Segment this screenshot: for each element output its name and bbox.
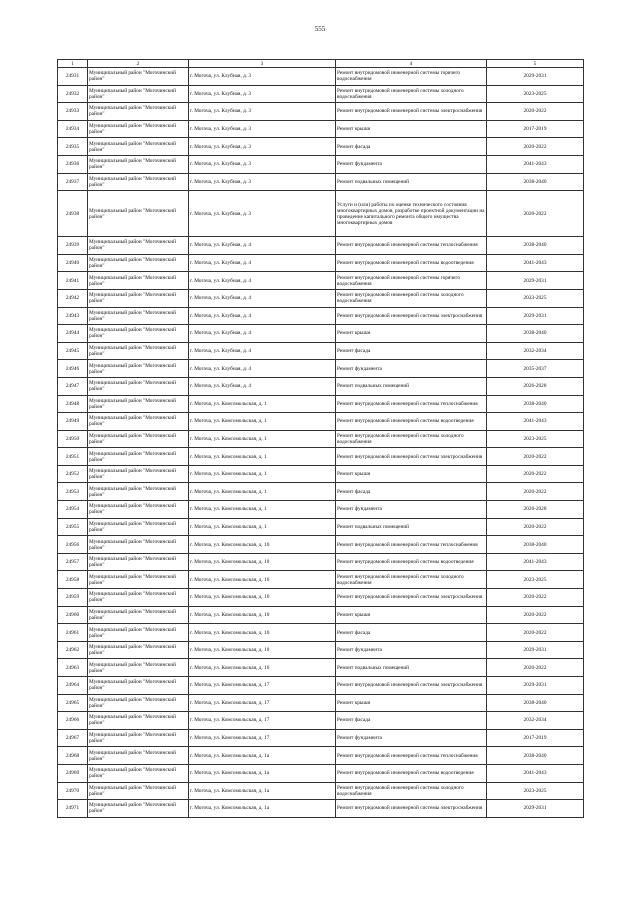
municipality-cell: Муниципальный район "Могочинский район"	[88, 237, 189, 255]
period-cell: 2029-2031	[487, 677, 584, 695]
row-number-cell: 24938	[58, 191, 88, 237]
address-cell: г. Могоча, ул. Комсомольская, д. 17	[189, 729, 336, 747]
municipality-cell: Муниципальный район "Могочинский район"	[88, 272, 189, 290]
repair-schedule-table	[57, 59, 584, 818]
header-cell: 4	[336, 60, 487, 68]
work-type-cell: Ремонт крыши	[336, 606, 487, 624]
period-cell: 2023-2025	[487, 430, 584, 448]
table-row	[58, 624, 584, 642]
period-cell: 2026-2028	[487, 377, 584, 395]
period-cell: 2029-2031	[487, 641, 584, 659]
row-number-cell: 24961	[58, 624, 88, 642]
table-row	[58, 395, 584, 413]
municipality-cell: Муниципальный район "Могочинский район"	[88, 377, 189, 395]
period-cell: 2020-2022	[487, 483, 584, 501]
table-row	[58, 677, 584, 695]
row-number-cell: 24948	[58, 395, 88, 413]
municipality-cell: Муниципальный район "Могочинский район"	[88, 325, 189, 343]
period-cell: 2038-2040	[487, 325, 584, 343]
work-type-cell: Ремонт фундамента	[336, 641, 487, 659]
table-row	[58, 272, 584, 290]
work-type-cell: Ремонт крыши	[336, 694, 487, 712]
row-number-cell: 24956	[58, 536, 88, 554]
work-type-cell: Ремонт внутридомовой инженерной системы холодного водоснабжения	[336, 85, 487, 103]
period-cell: 2029-2031	[487, 800, 584, 818]
work-type-cell: Ремонт внутридомовой инженерной системы электроснабжения	[336, 800, 487, 818]
table-row	[58, 360, 584, 378]
municipality-cell: Муниципальный район "Могочинский район"	[88, 307, 189, 325]
row-number-cell: 24947	[58, 377, 88, 395]
page-number: 555	[314, 25, 326, 33]
municipality-cell: Муниципальный район "Могочинский район"	[88, 571, 189, 589]
address-cell: г. Могоча, ул. Комсомольская, д. 1	[189, 501, 336, 519]
municipality-cell: Муниципальный район "Могочинский район"	[88, 747, 189, 765]
table-row	[58, 342, 584, 360]
table-row	[58, 85, 584, 103]
period-cell: 2038-2040	[487, 237, 584, 255]
work-type-cell: Ремонт фундамента	[336, 729, 487, 747]
row-number-cell: 24945	[58, 342, 88, 360]
table-row	[58, 518, 584, 536]
work-type-cell: Ремонт внутридомовой инженерной системы электроснабжения	[336, 589, 487, 607]
row-number-cell: 24965	[58, 694, 88, 712]
municipality-cell: Муниципальный район "Могочинский район"	[88, 155, 189, 173]
table-row	[58, 659, 584, 677]
work-type-cell: Ремонт внутридомовой инженерной системы электроснабжения	[336, 448, 487, 466]
period-cell: 2020-2022	[487, 138, 584, 156]
municipality-cell: Муниципальный район "Могочинский район"	[88, 536, 189, 554]
municipality-cell: Муниципальный район "Могочинский район"	[88, 173, 189, 191]
work-type-cell: Ремонт внутридомовой инженерной системы электроснабжения	[336, 103, 487, 121]
table-row	[58, 694, 584, 712]
address-cell: г. Могоча, ул. Комсомольская, д. 10	[189, 641, 336, 659]
work-type-cell: Ремонт внутридомовой инженерной системы холодного водоснабжения	[336, 571, 487, 589]
row-number-cell: 24944	[58, 325, 88, 343]
table-row	[58, 307, 584, 325]
work-type-cell: Ремонт внутридомовой инженерной системы холодного водоснабжения	[336, 782, 487, 800]
header-cell: 1	[58, 60, 88, 68]
municipality-cell: Муниципальный район "Могочинский район"	[88, 553, 189, 571]
table-row	[58, 237, 584, 255]
row-number-cell: 24966	[58, 712, 88, 730]
table-row	[58, 377, 584, 395]
municipality-cell: Муниципальный район "Могочинский район"	[88, 120, 189, 138]
work-type-cell: Ремонт внутридомовой инженерной системы горячего водоснабжения	[336, 68, 487, 86]
municipality-cell: Муниципальный район "Могочинский район"	[88, 800, 189, 818]
municipality-cell: Муниципальный район "Могочинский район"	[88, 191, 189, 237]
work-type-cell: Ремонт внутридомовой инженерной системы электроснабжения	[336, 677, 487, 695]
table-row	[58, 68, 584, 86]
period-cell: 2020-2022	[487, 465, 584, 483]
row-number-cell: 24968	[58, 747, 88, 765]
address-cell: г. Могоча, ул. Комсомольская, д. 17	[189, 677, 336, 695]
municipality-cell: Муниципальный район "Могочинский район"	[88, 501, 189, 519]
period-cell: 2020-2022	[487, 589, 584, 607]
address-cell: г. Могоча, ул. Клубная, д. 4	[189, 289, 336, 307]
row-number-cell: 24954	[58, 501, 88, 519]
municipality-cell: Муниципальный район "Могочинский район"	[88, 589, 189, 607]
work-type-cell: Ремонт фасада	[336, 483, 487, 501]
work-type-cell: Ремонт фасада	[336, 138, 487, 156]
table-row	[58, 448, 584, 466]
address-cell: г. Могоча, ул. Комсомольская, д. 1а	[189, 764, 336, 782]
period-cell: 2023-2025	[487, 571, 584, 589]
period-cell: 2035-2037	[487, 360, 584, 378]
work-type-cell: Ремонт внутридомовой инженерной системы теплоснабжения	[336, 237, 487, 255]
address-cell: г. Могоча, ул. Комсомольская, д. 1	[189, 518, 336, 536]
municipality-cell: Муниципальный район "Могочинский район"	[88, 712, 189, 730]
address-cell: г. Могоча, ул. Клубная, д. 4	[189, 325, 336, 343]
period-cell: 2017-2019	[487, 120, 584, 138]
address-cell: г. Могоча, ул. Клубная, д. 3	[189, 191, 336, 237]
row-number-cell: 24967	[58, 729, 88, 747]
period-cell: 2038-2040	[487, 747, 584, 765]
period-cell: 2029-2031	[487, 272, 584, 290]
table-row	[58, 641, 584, 659]
row-number-cell: 24955	[58, 518, 88, 536]
row-number-cell: 24963	[58, 659, 88, 677]
header-row	[58, 60, 584, 68]
row-number-cell: 24964	[58, 677, 88, 695]
period-cell: 2023-2025	[487, 85, 584, 103]
row-number-cell: 24970	[58, 782, 88, 800]
period-cell: 2041-2043	[487, 764, 584, 782]
table-row	[58, 729, 584, 747]
period-cell: 2029-2031	[487, 307, 584, 325]
table-row	[58, 712, 584, 730]
address-cell: г. Могоча, ул. Комсомольская, д. 17	[189, 712, 336, 730]
period-cell: 2032-2034	[487, 712, 584, 730]
table-row	[58, 103, 584, 121]
work-type-cell: Ремонт подвальных помещений	[336, 377, 487, 395]
period-cell: 2020-2022	[487, 191, 584, 237]
work-type-cell: Ремонт подвальных помещений	[336, 659, 487, 677]
row-number-cell: 24936	[58, 155, 88, 173]
address-cell: г. Могоча, ул. Комсомольская, д. 10	[189, 606, 336, 624]
address-cell: г. Могоча, ул. Клубная, д. 3	[189, 103, 336, 121]
municipality-cell: Муниципальный район "Могочинский район"	[88, 289, 189, 307]
work-type-cell: Ремонт внутридомовой инженерной системы теплоснабжения	[336, 536, 487, 554]
municipality-cell: Муниципальный район "Могочинский район"	[88, 103, 189, 121]
municipality-cell: Муниципальный район "Могочинский район"	[88, 729, 189, 747]
address-cell: г. Могоча, ул. Клубная, д. 4	[189, 360, 336, 378]
period-cell: 2020-2022	[487, 518, 584, 536]
work-type-cell: Ремонт внутридомовой инженерной системы водоотведения	[336, 413, 487, 431]
work-type-cell: Ремонт фасада	[336, 624, 487, 642]
period-cell: 2023-2025	[487, 289, 584, 307]
table-row	[58, 782, 584, 800]
address-cell: г. Могоча, ул. Комсомольская, д. 1	[189, 430, 336, 448]
row-number-cell: 24951	[58, 448, 88, 466]
work-type-cell: Ремонт крыши	[336, 465, 487, 483]
address-cell: г. Могоча, ул. Клубная, д. 3	[189, 138, 336, 156]
address-cell: г. Могоча, ул. Комсомольская, д. 1	[189, 483, 336, 501]
period-cell: 2038-2040	[487, 173, 584, 191]
work-type-cell: Ремонт фундамента	[336, 155, 487, 173]
address-cell: г. Могоча, ул. Комсомольская, д. 10	[189, 571, 336, 589]
address-cell: г. Могоча, ул. Комсомольская, д. 1	[189, 413, 336, 431]
table-row	[58, 553, 584, 571]
table-row	[58, 430, 584, 448]
period-cell: 2026-2028	[487, 501, 584, 519]
period-cell: 2041-2043	[487, 155, 584, 173]
municipality-cell: Муниципальный район "Могочинский район"	[88, 68, 189, 86]
row-number-cell: 24959	[58, 589, 88, 607]
table-row	[58, 465, 584, 483]
period-cell: 2041-2043	[487, 413, 584, 431]
row-number-cell: 24958	[58, 571, 88, 589]
row-number-cell: 24932	[58, 85, 88, 103]
table-row	[58, 606, 584, 624]
row-number-cell: 24962	[58, 641, 88, 659]
municipality-cell: Муниципальный район "Могочинский район"	[88, 782, 189, 800]
address-cell: г. Могоча, ул. Клубная, д. 4	[189, 254, 336, 272]
work-type-cell: Ремонт крыши	[336, 120, 487, 138]
work-type-cell: Ремонт фундамента	[336, 360, 487, 378]
table-row	[58, 173, 584, 191]
municipality-cell: Муниципальный район "Могочинский район"	[88, 483, 189, 501]
municipality-cell: Муниципальный район "Могочинский район"	[88, 413, 189, 431]
municipality-cell: Муниципальный район "Могочинский район"	[88, 659, 189, 677]
address-cell: г. Могоча, ул. Комсомольская, д. 1а	[189, 800, 336, 818]
table-row	[58, 413, 584, 431]
table-row	[58, 155, 584, 173]
work-type-cell: Ремонт внутридомовой инженерной системы водоотведения	[336, 553, 487, 571]
address-cell: г. Могоча, ул. Клубная, д. 4	[189, 307, 336, 325]
municipality-cell: Муниципальный район "Могочинский район"	[88, 254, 189, 272]
header-cell: 2	[88, 60, 189, 68]
period-cell: 2023-2025	[487, 782, 584, 800]
row-number-cell: 24950	[58, 430, 88, 448]
table-row	[58, 254, 584, 272]
municipality-cell: Муниципальный район "Могочинский район"	[88, 342, 189, 360]
address-cell: г. Могоча, ул. Комсомольская, д. 10	[189, 624, 336, 642]
table-row	[58, 764, 584, 782]
row-number-cell: 24969	[58, 764, 88, 782]
address-cell: г. Могоча, ул. Клубная, д. 4	[189, 342, 336, 360]
row-number-cell: 24934	[58, 120, 88, 138]
address-cell: г. Могоча, ул. Комсомольская, д. 10	[189, 659, 336, 677]
period-cell: 2020-2022	[487, 103, 584, 121]
municipality-cell: Муниципальный район "Могочинский район"	[88, 624, 189, 642]
period-cell: 2020-2022	[487, 659, 584, 677]
address-cell: г. Могоча, ул. Клубная, д. 4	[189, 377, 336, 395]
period-cell: 2020-2022	[487, 606, 584, 624]
municipality-cell: Муниципальный район "Могочинский район"	[88, 448, 189, 466]
period-cell: 2038-2040	[487, 536, 584, 554]
row-number-cell: 24971	[58, 800, 88, 818]
row-number-cell: 24960	[58, 606, 88, 624]
row-number-cell: 24935	[58, 138, 88, 156]
work-type-cell: Ремонт внутридомовой инженерной системы водоотведения	[336, 764, 487, 782]
address-cell: г. Могоча, ул. Комсомольская, д. 1а	[189, 782, 336, 800]
work-type-cell: Ремонт внутридомовой инженерной системы холодного водоснабжения	[336, 289, 487, 307]
period-cell: 2038-2040	[487, 694, 584, 712]
table-row	[58, 747, 584, 765]
period-cell: 2032-2034	[487, 342, 584, 360]
work-type-cell: Ремонт фасада	[336, 712, 487, 730]
work-type-cell: Ремонт внутридомовой инженерной системы электроснабжения	[336, 307, 487, 325]
address-cell: г. Могоча, ул. Комсомольская, д. 1	[189, 448, 336, 466]
address-cell: г. Могоча, ул. Клубная, д. 3	[189, 173, 336, 191]
address-cell: г. Могоча, ул. Клубная, д. 4	[189, 237, 336, 255]
work-type-cell: Ремонт внутридомовой инженерной системы теплоснабжения	[336, 747, 487, 765]
work-type-cell: Ремонт фасада	[336, 342, 487, 360]
row-number-cell: 24953	[58, 483, 88, 501]
address-cell: г. Могоча, ул. Клубная, д. 3	[189, 155, 336, 173]
work-type-cell: Ремонт фундамента	[336, 501, 487, 519]
municipality-cell: Муниципальный район "Могочинский район"	[88, 606, 189, 624]
municipality-cell: Муниципальный район "Могочинский район"	[88, 395, 189, 413]
row-number-cell: 24957	[58, 553, 88, 571]
period-cell: 2020-2022	[487, 448, 584, 466]
municipality-cell: Муниципальный район "Могочинский район"	[88, 677, 189, 695]
work-type-cell: Ремонт подвальных помещений	[336, 518, 487, 536]
period-cell: 2020-2022	[487, 624, 584, 642]
address-cell: г. Могоча, ул. Комсомольская, д. 1	[189, 465, 336, 483]
municipality-cell: Муниципальный район "Могочинский район"	[88, 764, 189, 782]
period-cell: 2038-2040	[487, 395, 584, 413]
row-number-cell: 24949	[58, 413, 88, 431]
address-cell: г. Могоча, ул. Клубная, д. 3	[189, 120, 336, 138]
address-cell: г. Могоча, ул. Клубная, д. 4	[189, 272, 336, 290]
work-type-cell: Услуги и (или) работы по оценке технического состояния многоквартирных домов, разработке проектной документации на проведение капитального ремонта общего имущества многоквартирных домов	[336, 191, 487, 237]
work-type-cell: Ремонт внутридомовой инженерной системы горячего водоснабжения	[336, 272, 487, 290]
municipality-cell: Муниципальный район "Могочинский район"	[88, 360, 189, 378]
municipality-cell: Муниципальный район "Могочинский район"	[88, 518, 189, 536]
work-type-cell: Ремонт внутридомовой инженерной системы водоотведения	[336, 254, 487, 272]
table-body	[58, 68, 584, 818]
header-cell: 3	[189, 60, 336, 68]
table-row	[58, 120, 584, 138]
municipality-cell: Муниципальный район "Могочинский район"	[88, 430, 189, 448]
municipality-cell: Муниципальный район "Могочинский район"	[88, 694, 189, 712]
table-row	[58, 138, 584, 156]
address-cell: г. Могоча, ул. Комсомольская, д. 10	[189, 553, 336, 571]
table-row	[58, 191, 584, 237]
work-type-cell: Ремонт подвальных помещений	[336, 173, 487, 191]
address-cell: г. Могоча, ул. Комсомольская, д. 1а	[189, 747, 336, 765]
table-row	[58, 800, 584, 818]
table-row	[58, 289, 584, 307]
row-number-cell: 24931	[58, 68, 88, 86]
municipality-cell: Муниципальный район "Могочинский район"	[88, 85, 189, 103]
row-number-cell: 24942	[58, 289, 88, 307]
period-cell: 2041-2043	[487, 553, 584, 571]
table-row	[58, 501, 584, 519]
municipality-cell: Муниципальный район "Могочинский район"	[88, 641, 189, 659]
address-cell: г. Могоча, ул. Комсомольская, д. 10	[189, 589, 336, 607]
address-cell: г. Могоча, ул. Клубная, д. 3	[189, 68, 336, 86]
table-row	[58, 589, 584, 607]
table-row	[58, 325, 584, 343]
row-number-cell: 24939	[58, 237, 88, 255]
period-cell: 2017-2019	[487, 729, 584, 747]
table-row	[58, 536, 584, 554]
header-cell: 5	[487, 60, 584, 68]
municipality-cell: Муниципальный район "Могочинский район"	[88, 138, 189, 156]
address-cell: г. Могоча, ул. Клубная, д. 3	[189, 85, 336, 103]
table-row	[58, 571, 584, 589]
address-cell: г. Могоча, ул. Комсомольская, д. 17	[189, 694, 336, 712]
row-number-cell: 24946	[58, 360, 88, 378]
work-type-cell: Ремонт внутридомовой инженерной системы холодного водоснабжения	[336, 430, 487, 448]
row-number-cell: 24933	[58, 103, 88, 121]
period-cell: 2029-2031	[487, 68, 584, 86]
row-number-cell: 24940	[58, 254, 88, 272]
table-row	[58, 483, 584, 501]
row-number-cell: 24937	[58, 173, 88, 191]
period-cell: 2041-2043	[487, 254, 584, 272]
row-number-cell: 24941	[58, 272, 88, 290]
address-cell: г. Могоча, ул. Комсомольская, д. 10	[189, 536, 336, 554]
work-type-cell: Ремонт внутридомовой инженерной системы теплоснабжения	[336, 395, 487, 413]
address-cell: г. Могоча, ул. Комсомольская, д. 1	[189, 395, 336, 413]
municipality-cell: Муниципальный район "Могочинский район"	[88, 465, 189, 483]
work-type-cell: Ремонт крыши	[336, 325, 487, 343]
row-number-cell: 24952	[58, 465, 88, 483]
row-number-cell: 24943	[58, 307, 88, 325]
